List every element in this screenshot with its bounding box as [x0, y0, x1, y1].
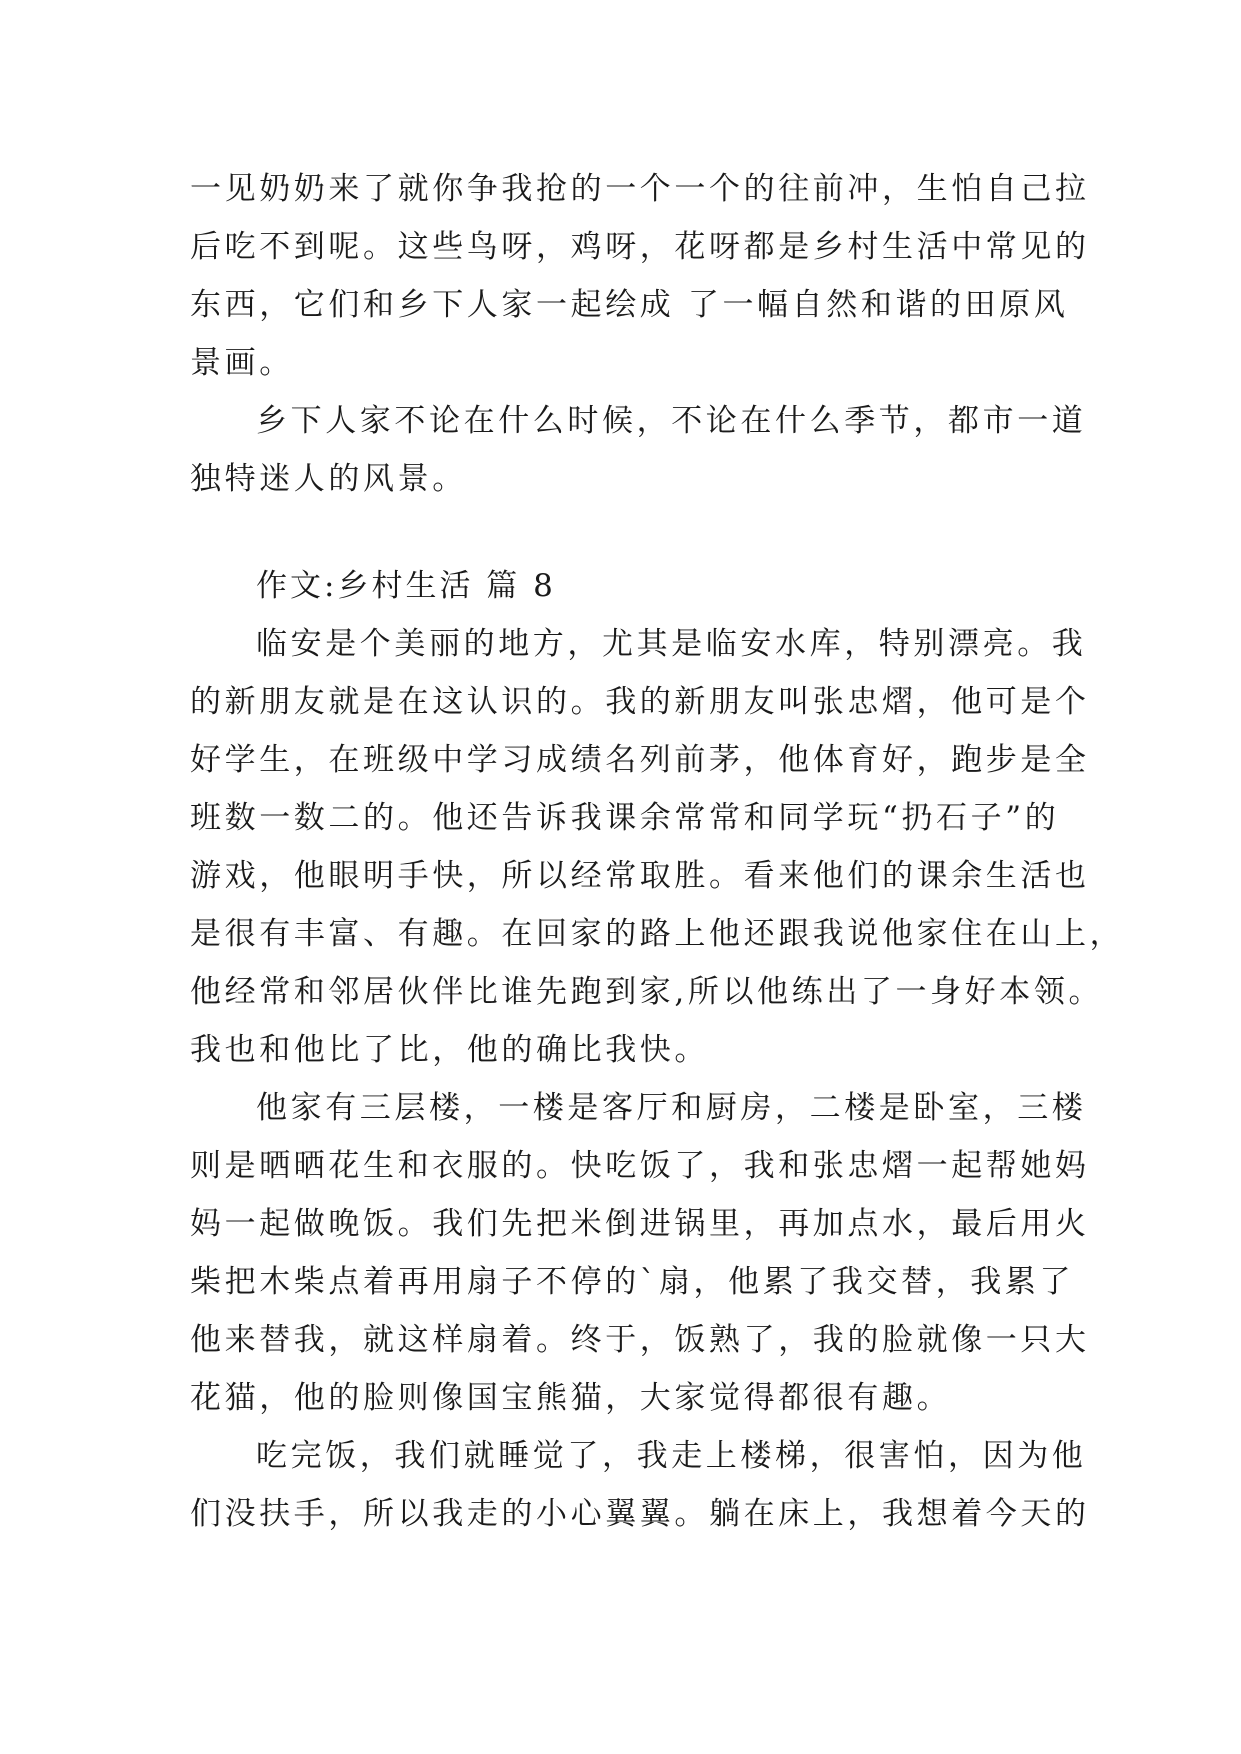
text-line: 独特迷人的风景。	[190, 461, 467, 497]
text-line: 一见奶奶来了就你争我抢的一个一个的往前冲，生怕自己拉	[190, 171, 1090, 207]
paragraph	[190, 392, 1087, 508]
text-line: 乡下人家不论在什么时候，不论在什么季节，都市一道	[256, 403, 1087, 439]
text-line: 是很有丰富、有趣。在回家的路上他还跟我说他家住在山上，	[190, 916, 1125, 952]
text-line: 东西，它们和乡下人家一起绘成 了一幅自然和谐的田原风	[190, 287, 1069, 323]
text-line: 的新朋友就是在这认识的。我的新朋友叫张忠熠，他可是个	[190, 684, 1090, 720]
text-line: 景画。	[190, 345, 294, 381]
text-line: 则是晒晒花生和衣服的。快吃饭了，我和张忠熠一起帮她妈	[190, 1148, 1090, 1184]
text-line: 游戏，他眼明手快，所以经常取胜。看来他们的课余生活也	[190, 858, 1090, 894]
text-line: 柴把木柴点着再用扇子不停的`扇，他累了我交替，我累了	[190, 1264, 1075, 1300]
paragraph	[190, 160, 1090, 392]
text-line: 后吃不到呢。这些鸟呀，鸡呀，花呀都是乡村生活中常见的	[190, 229, 1090, 265]
text-line: 好学生，在班级中学习成绩名列前茅，他体育好，跑步是全	[190, 742, 1090, 778]
text-line: 他家有三层楼，一楼是客厅和厨房，二楼是卧室，三楼	[256, 1090, 1087, 1126]
text-line: 他经常和邻居伙伴比谁先跑到家,所以他练出了一身好本领。	[190, 974, 1104, 1010]
essay-heading: 作文:乡村生活 篇 8	[256, 568, 556, 604]
text-line: 临安是个美丽的地方，尤其是临安水库，特别漂亮。我	[256, 626, 1087, 662]
paragraph	[190, 1427, 1090, 1543]
document-body	[190, 160, 1125, 1543]
paragraph	[190, 1079, 1090, 1427]
text-line: 妈一起做晚饭。我们先把米倒进锅里，再加点水，最后用火	[190, 1206, 1090, 1242]
text-line: 我也和他比了比，他的确比我快。	[190, 1032, 709, 1068]
paragraph	[190, 615, 1125, 1079]
text-line: 吃完饭，我们就睡觉了，我走上楼梯，很害怕，因为他	[256, 1438, 1087, 1474]
text-line: 花猫，他的脸则像国宝熊猫，大家觉得都很有趣。	[190, 1380, 952, 1416]
text-line: 班数一数二的。他还告诉我课余常常和同学玩“扔石子”的	[190, 800, 1060, 836]
text-line: 们没扶手，所以我走的小心翼翼。躺在床上，我想着今天的	[190, 1496, 1090, 1532]
text-line: 他来替我，就这样扇着。终于，饭熟了，我的脸就像一只大	[190, 1322, 1090, 1358]
